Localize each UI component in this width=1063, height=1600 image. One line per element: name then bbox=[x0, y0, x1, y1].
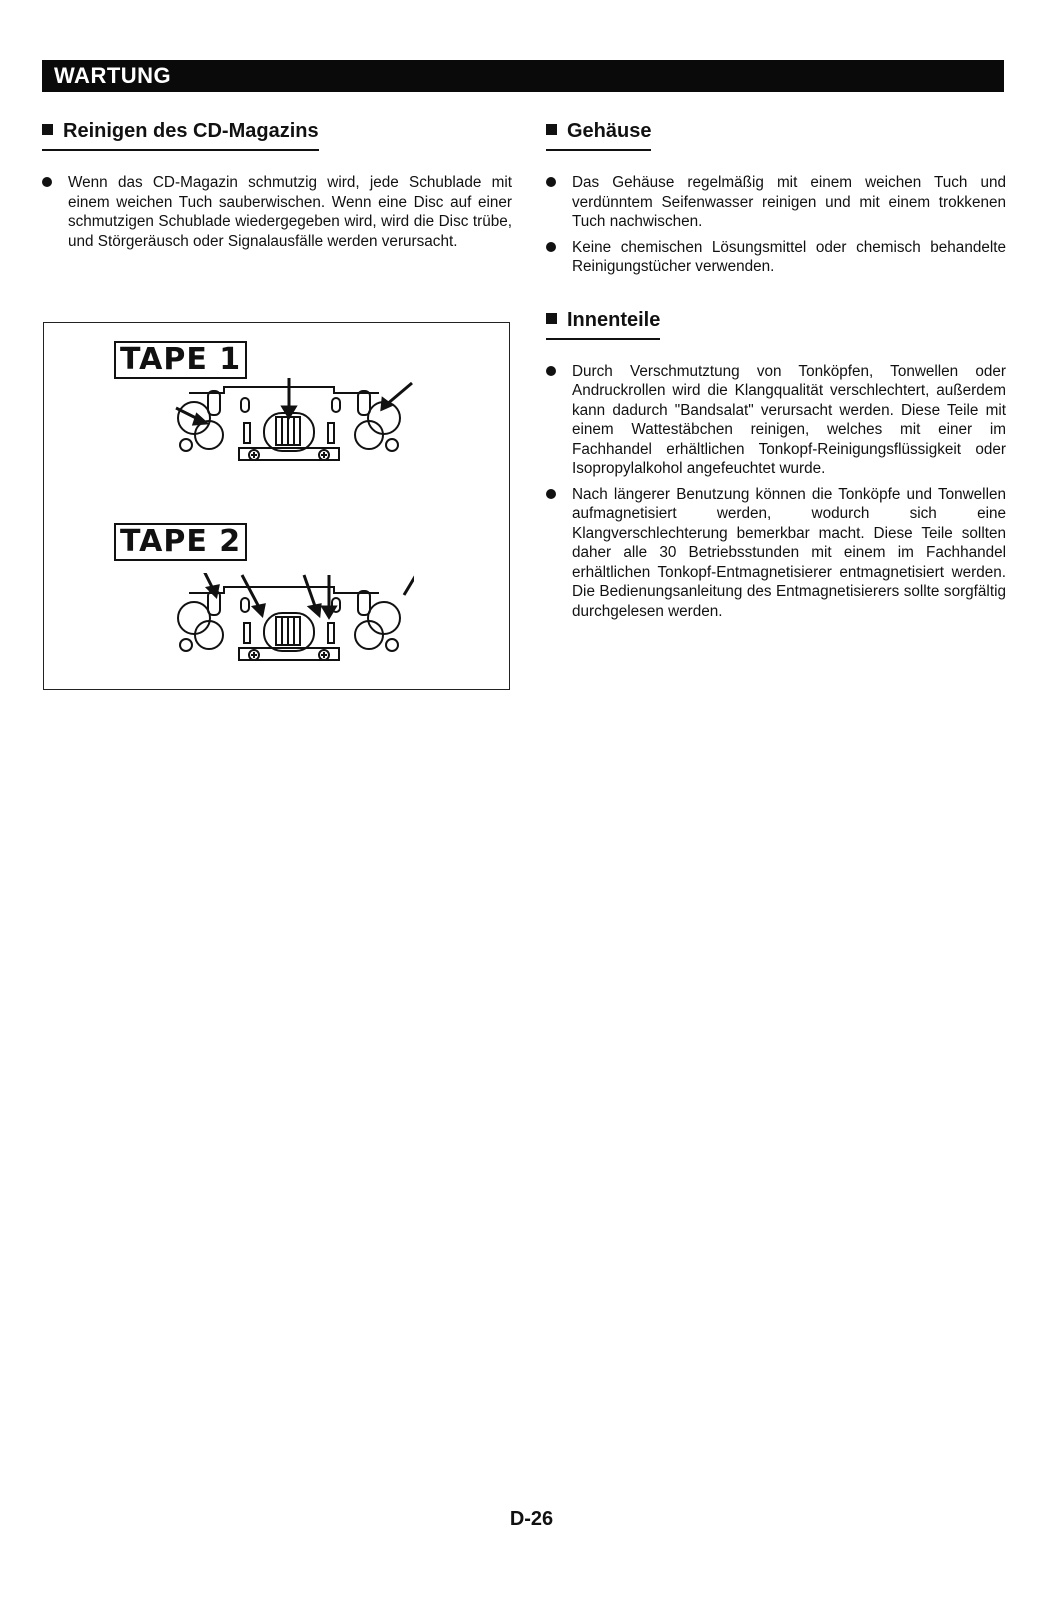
list-item bbox=[42, 173, 512, 251]
list-item bbox=[546, 173, 1006, 232]
bullet-text: Nach längerer Benutzung können die Tonköpfe und Tonwellen aufmagnetisiert werden, wodurch sich eine Klangverschlechterung bemerkbar macht. Diese Teile sollten daher alle 30 Betriebsstunden mit einem im Fachhandel erhältlichen Tonkopf-Entmagnetisierer entmagnetisiert werden. Die Bedienungsanleitung des Entmagnetisierers sollte sorgfältig durchgelesen werden. bbox=[572, 485, 1006, 620]
bullet-dot-icon bbox=[546, 489, 556, 499]
tape1-label: TAPE 1 bbox=[114, 341, 247, 379]
square-bullet-icon bbox=[546, 313, 557, 324]
bullet-text: Durch Verschmutztung von Tonköpfen, Tonwellen oder Andruckrollen wird die Klangqualität verschlechtert, außerdem kann dadurch "Bandsalat" verursacht werden. Diese Teile mit einem Wattestäbchen reinigen, welches mit einer im Fachhandel erhältlichen Tonkopf-Reinigungsflüssigkeit oder Isopropylalkohol angefeuchtet wurde. bbox=[572, 362, 1006, 477]
bullet-text: Keine chemischen Lösungsmittel oder chemisch behandelte Reinigungstücher verwenden. bbox=[572, 238, 1006, 275]
bullet-dot-icon bbox=[42, 177, 52, 187]
page-number: D-26 bbox=[509, 1508, 554, 1530]
heading-text: Reinigen des CD-Magazins bbox=[63, 120, 319, 142]
heading-text: Gehäuse bbox=[567, 120, 652, 142]
tape2-mechanism-illustration bbox=[164, 573, 414, 673]
bullet-text: Das Gehäuse regelmäßig mit einem weichen Tuch und verdünntem Seifenwasser reinigen und mit einem trokkenen Tuch nachwischen. bbox=[572, 174, 1006, 230]
bullet-dot-icon bbox=[546, 177, 556, 187]
bullet-dot-icon bbox=[546, 366, 556, 376]
heading-interior-parts bbox=[546, 309, 660, 340]
cd-magazine-bullets bbox=[42, 173, 512, 251]
bullet-text: Wenn das CD-Magazin schmutzig wird, jede Schublade mit einem weichen Tuch sauberwischen. Wenn eine Disc auf einer schmutzigen Schublade wiedergegeben wird, wird die Disc trübe, und Störgeräusch oder Signalausfälle werden verursacht. bbox=[68, 174, 512, 250]
tape2-label: TAPE 2 bbox=[114, 523, 247, 561]
heading-housing bbox=[546, 120, 651, 151]
housing-bullets bbox=[546, 173, 1006, 277]
tape1-mechanism-illustration bbox=[164, 373, 414, 473]
list-item bbox=[546, 485, 1006, 622]
interior-parts-bullets bbox=[546, 362, 1006, 622]
list-item bbox=[546, 362, 1006, 479]
bullet-dot-icon bbox=[546, 242, 556, 252]
list-item bbox=[546, 238, 1006, 277]
section-banner bbox=[42, 60, 1004, 92]
square-bullet-icon bbox=[546, 124, 557, 135]
tape-head-figure bbox=[43, 322, 510, 690]
left-column bbox=[42, 120, 512, 257]
banner-title: WARTUNG bbox=[54, 63, 172, 88]
right-column bbox=[546, 120, 1006, 627]
heading-text: Innenteile bbox=[567, 308, 661, 331]
square-bullet-icon bbox=[42, 124, 53, 135]
heading-cd-magazine bbox=[42, 120, 319, 151]
